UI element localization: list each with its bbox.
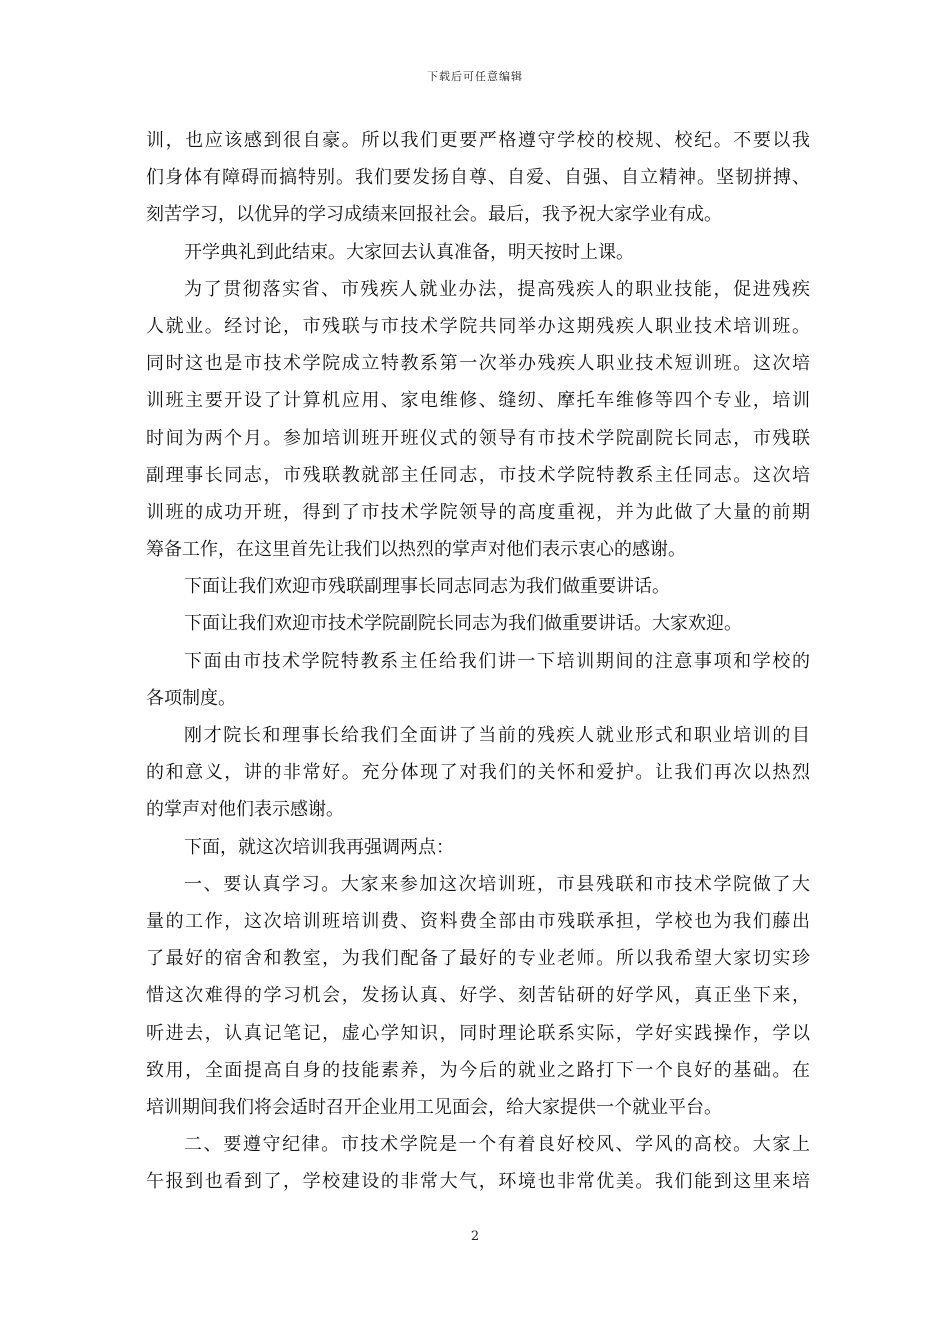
text-line: 时间为两个月。参加培训班开班仪式的领导有市技术学院副院长同志，市残联 — [146, 427, 810, 449]
text-line: 培训期间我们将会适时召开企业用工见面会，给大家提供一个就业平台。 — [146, 1096, 722, 1118]
text-line: 副理事长同志，市残联教就部主任同志，市技术学院特教系主任同志。这次培 — [146, 464, 810, 486]
text-line: 训班的成功开班，得到了市技术学院领导的高度重视，并为此做了大量的前期 — [146, 501, 810, 523]
text-line: 人就业。经讨论，市残联与市技术学院共同举办这期残疾人职业技术培训班。 — [146, 315, 810, 337]
text-line: 了最好的宿舍和教室，为我们配备了最好的专业老师。所以我希望大家切实珍 — [146, 948, 810, 970]
text-line: 筹备工作，在这里首先让我们以热烈的掌声对他们表示衷心的感谢。 — [146, 539, 686, 561]
page-number: 2 — [470, 1229, 480, 1244]
text-line: 下面由市技术学院特教系主任给我们讲一下培训期间的注意事项和学校的 — [184, 650, 810, 672]
text-line: 一、要认真学习。大家来参加这次培训班，市县残联和市技术学院做了大 — [184, 873, 810, 895]
text-line: 听进去，认真记笔记，虚心学知识，同时理论联系实际，学好实践操作，学以 — [146, 1022, 810, 1044]
text-line: 午报到也看到了，学校建设的非常大气，环境也非常优美。我们能到这里来培 — [146, 1171, 810, 1193]
text-line: 为了贯彻落实省、市残疾人就业办法，提高残疾人的职业技能，促进残疾 — [184, 278, 810, 300]
text-line: 下面，就这次培训我再强调两点： — [184, 836, 454, 858]
text-line: 训班主要开设了计算机应用、家电维修、缝纫、摩托车维修等四个专业，培训 — [146, 390, 810, 412]
text-line: 的掌声对他们表示感谢。 — [146, 799, 344, 821]
text-line: 下面让我们欢迎市残联副理事长同志同志为我们做重要讲话。 — [184, 576, 670, 598]
text-line: 刻苦学习，以优异的学习成绩来回报社会。最后，我予祝大家学业有成。 — [146, 204, 722, 226]
text-line: 量的工作，这次培训班培训费、资料费全部由市残联承担，学校也为我们藤出 — [146, 910, 810, 932]
text-line: 开学典礼到此结束。大家回去认真准备，明天按时上课。 — [184, 241, 634, 263]
text-line: 们身体有障碍而搞特别。我们要发扬自尊、自爱、自强、自立精神。坚韧拼搏、 — [146, 167, 810, 189]
text-line: 二、要遵守纪律。市技术学院是一个有着良好校风、学风的高校。大家上 — [184, 1134, 810, 1156]
text-line: 惜这次难得的学习机会，发扬认真、好学、刻苦钻研的好学风，真正坐下来， — [146, 985, 810, 1007]
text-line: 同时这也是市技术学院成立特教系第一次举办残疾人职业技术短训班。这次培 — [146, 353, 810, 375]
text-line: 致用，全面提高自身的技能素养，为今后的就业之路打下一个良好的基础。在 — [146, 1059, 810, 1081]
text-line: 的和意义，讲的非常好。充分体现了对我们的关怀和爱护。让我们再次以热烈 — [146, 762, 810, 784]
text-line: 刚才院长和理事长给我们全面讲了当前的残疾人就业形式和职业培训的目 — [184, 725, 810, 746]
text-line: 各项制度。 — [146, 687, 236, 709]
text-line: 训，也应该感到很自豪。所以我们更要严格遵守学校的校规、校纪。不要以我 — [146, 130, 810, 151]
page-header: 下载后可任意编辑 — [427, 70, 523, 83]
text-line: 下面让我们欢迎市技术学院副院长同志为我们做重要讲话。大家欢迎。 — [184, 613, 742, 635]
document-body — [146, 122, 810, 1200]
